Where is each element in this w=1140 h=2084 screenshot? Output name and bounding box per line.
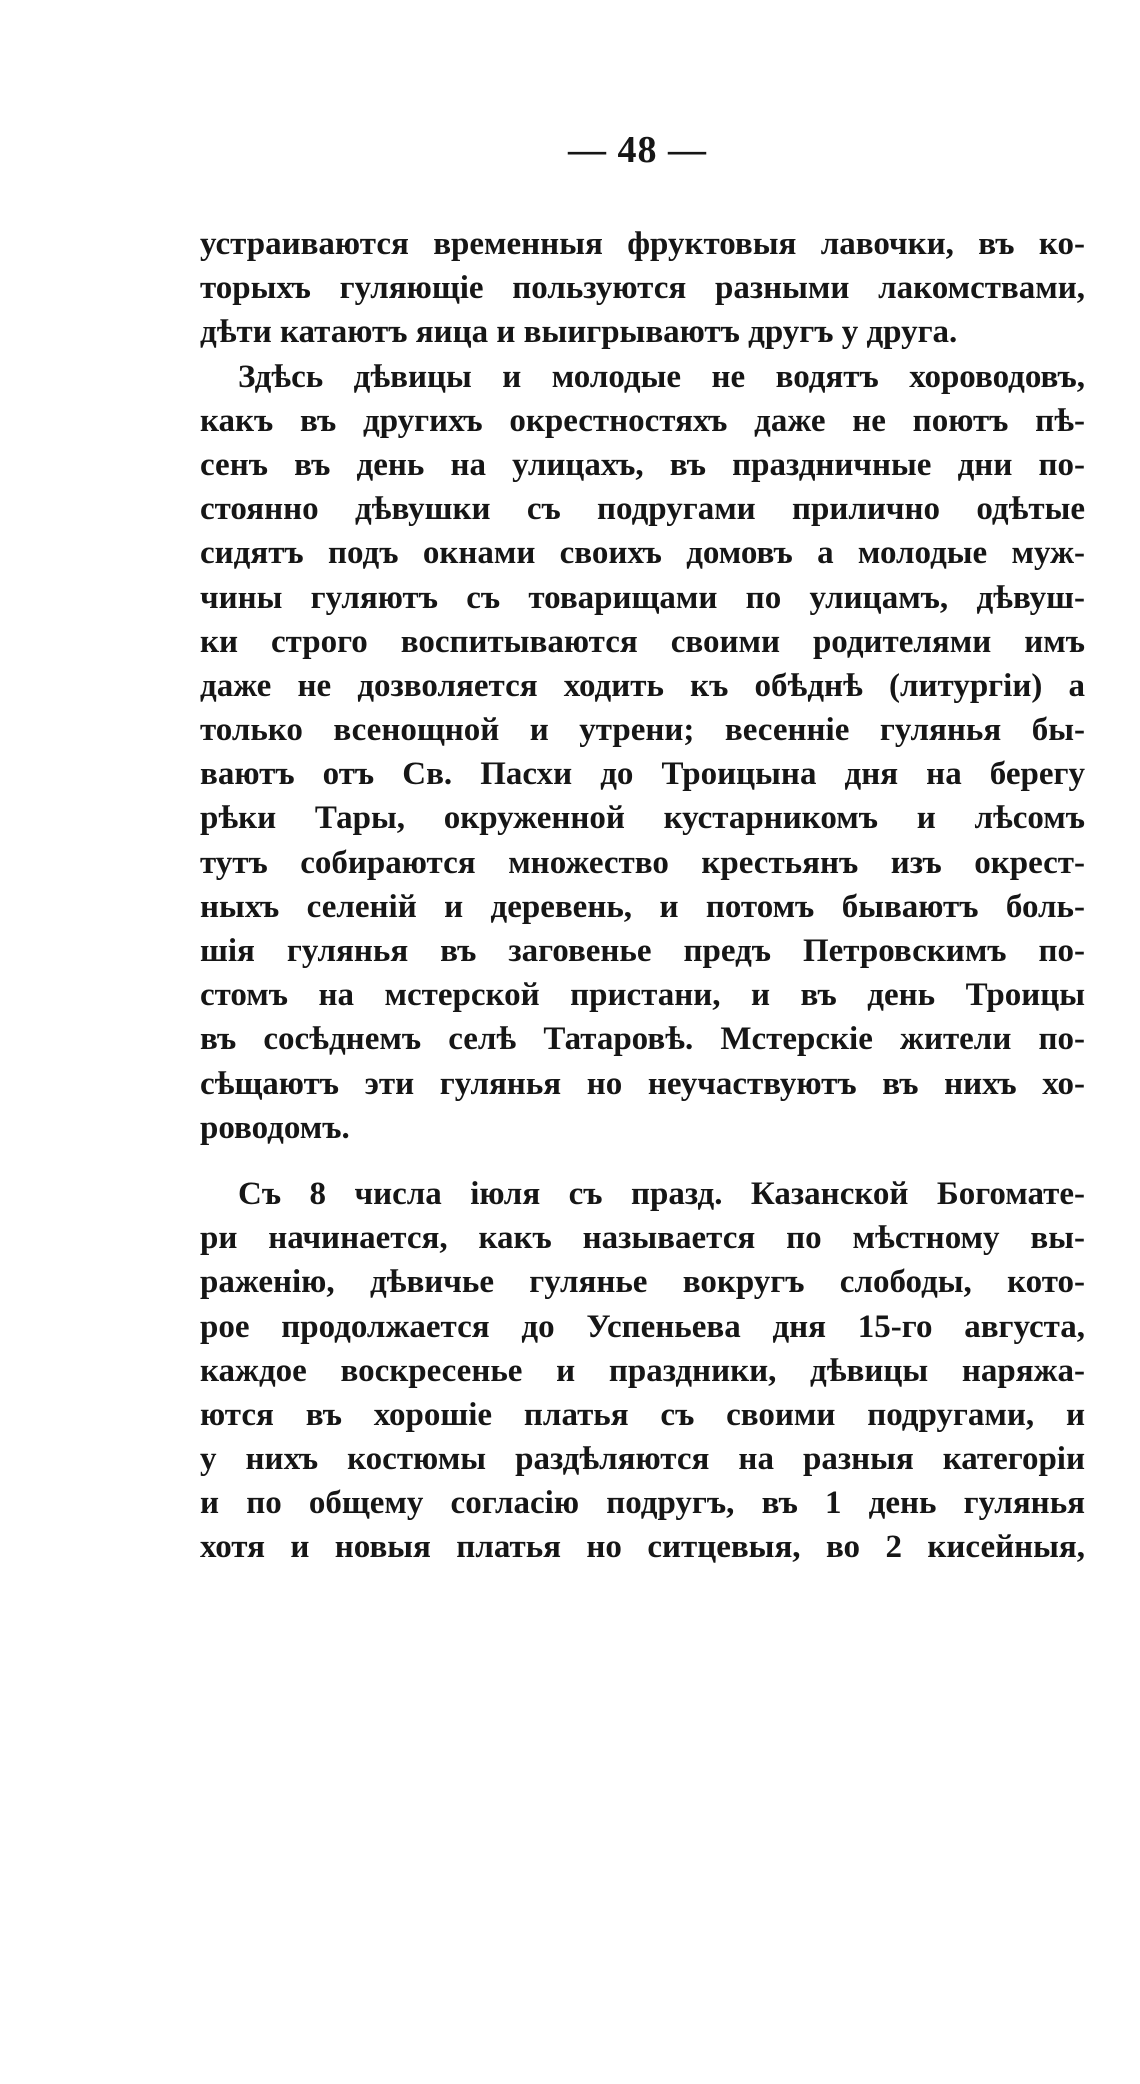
text-line: стоянно дѣвушки съ подругами прилично одѣтые xyxy=(200,491,1085,528)
text-line: рое продолжается до Успеньева дня 15-го августа, xyxy=(200,1308,1085,1345)
text-line: Съ 8 числа іюля съ празд. Казанской Богомате- xyxy=(238,1175,1085,1212)
text-line: дѣти катаютъ яица и выигрываютъ другъ у друга. xyxy=(200,314,958,351)
text-line: Здѣсь дѣвицы и молодые не водятъ хороводовъ, xyxy=(238,358,1085,395)
text-line: торыхъ гуляющіе пользуются разными лакомствами, xyxy=(200,270,1085,307)
text-line: и по общему согласію подругъ, въ 1 день гулянья xyxy=(200,1485,1085,1522)
text-line: ныхъ селеній и деревень, и потомъ бываютъ боль- xyxy=(200,888,1085,925)
body-text xyxy=(200,222,1085,1570)
paragraph-1 xyxy=(200,222,1085,355)
text-line: хотя и новыя платья но ситцевыя, во 2 кисейныя, xyxy=(200,1529,1085,1566)
paragraph-spacer xyxy=(200,1150,1085,1172)
text-line: устраиваются временныя фруктовыя лавочки, въ ко- xyxy=(200,226,1085,262)
text-line: раженію, дѣвичье гулянье вокругъ слободы, кото- xyxy=(200,1264,1085,1301)
paragraph-2 xyxy=(200,355,1085,1150)
text-line: какъ въ другихъ окрестностяхъ даже не поютъ пѣ- xyxy=(200,402,1085,439)
text-line: ваютъ отъ Св. Пасхи до Троицына дня на берегу xyxy=(200,756,1085,793)
paragraph-3 xyxy=(200,1172,1085,1570)
text-line: стомъ на мстерской пристани, и въ день Троицы xyxy=(200,977,1085,1014)
text-line: сидятъ подъ окнами своихъ домовъ а молодые муж- xyxy=(200,535,1085,572)
text-line: сѣщаютъ эти гулянья но неучаствуютъ въ нихъ хо- xyxy=(200,1065,1085,1102)
text-line: роводомъ. xyxy=(200,1109,350,1146)
text-line: ются въ хорошіе платья съ своими подругами, и xyxy=(200,1396,1085,1433)
text-line: ки строго воспитываются своими родителями имъ xyxy=(200,623,1085,660)
text-line: ри начинается, какъ называется по мѣстному вы- xyxy=(200,1220,1085,1257)
text-line: чины гуляютъ съ товарищами по улицамъ, дѣвуш- xyxy=(200,579,1085,616)
text-line: шія гулянья въ заговенье предъ Петровскимъ по- xyxy=(200,933,1085,969)
text-line: каждое воскресенье и праздники, дѣвицы наряжа- xyxy=(200,1352,1085,1389)
text-line: у нихъ костюмы раздѣляются на разныя категоріи xyxy=(200,1441,1085,1478)
text-line: рѣки Тары, окруженной кустарникомъ и лѣсомъ xyxy=(200,800,1085,837)
text-line: даже не дозволяется ходить къ обѣднѣ (литургіи) а xyxy=(200,667,1085,704)
text-line: въ сосѣднемъ селѣ Татаровѣ. Мстерскіе жители по- xyxy=(200,1021,1085,1058)
text-line: сенъ въ день на улицахъ, въ праздничные дни по- xyxy=(200,446,1085,483)
page-number: — 48 — xyxy=(568,129,707,171)
text-line: только всенощной и утрени; весенніе гулянья бы- xyxy=(200,712,1085,749)
text-line: тутъ собираются множество крестьянъ изъ окрест- xyxy=(200,844,1085,881)
